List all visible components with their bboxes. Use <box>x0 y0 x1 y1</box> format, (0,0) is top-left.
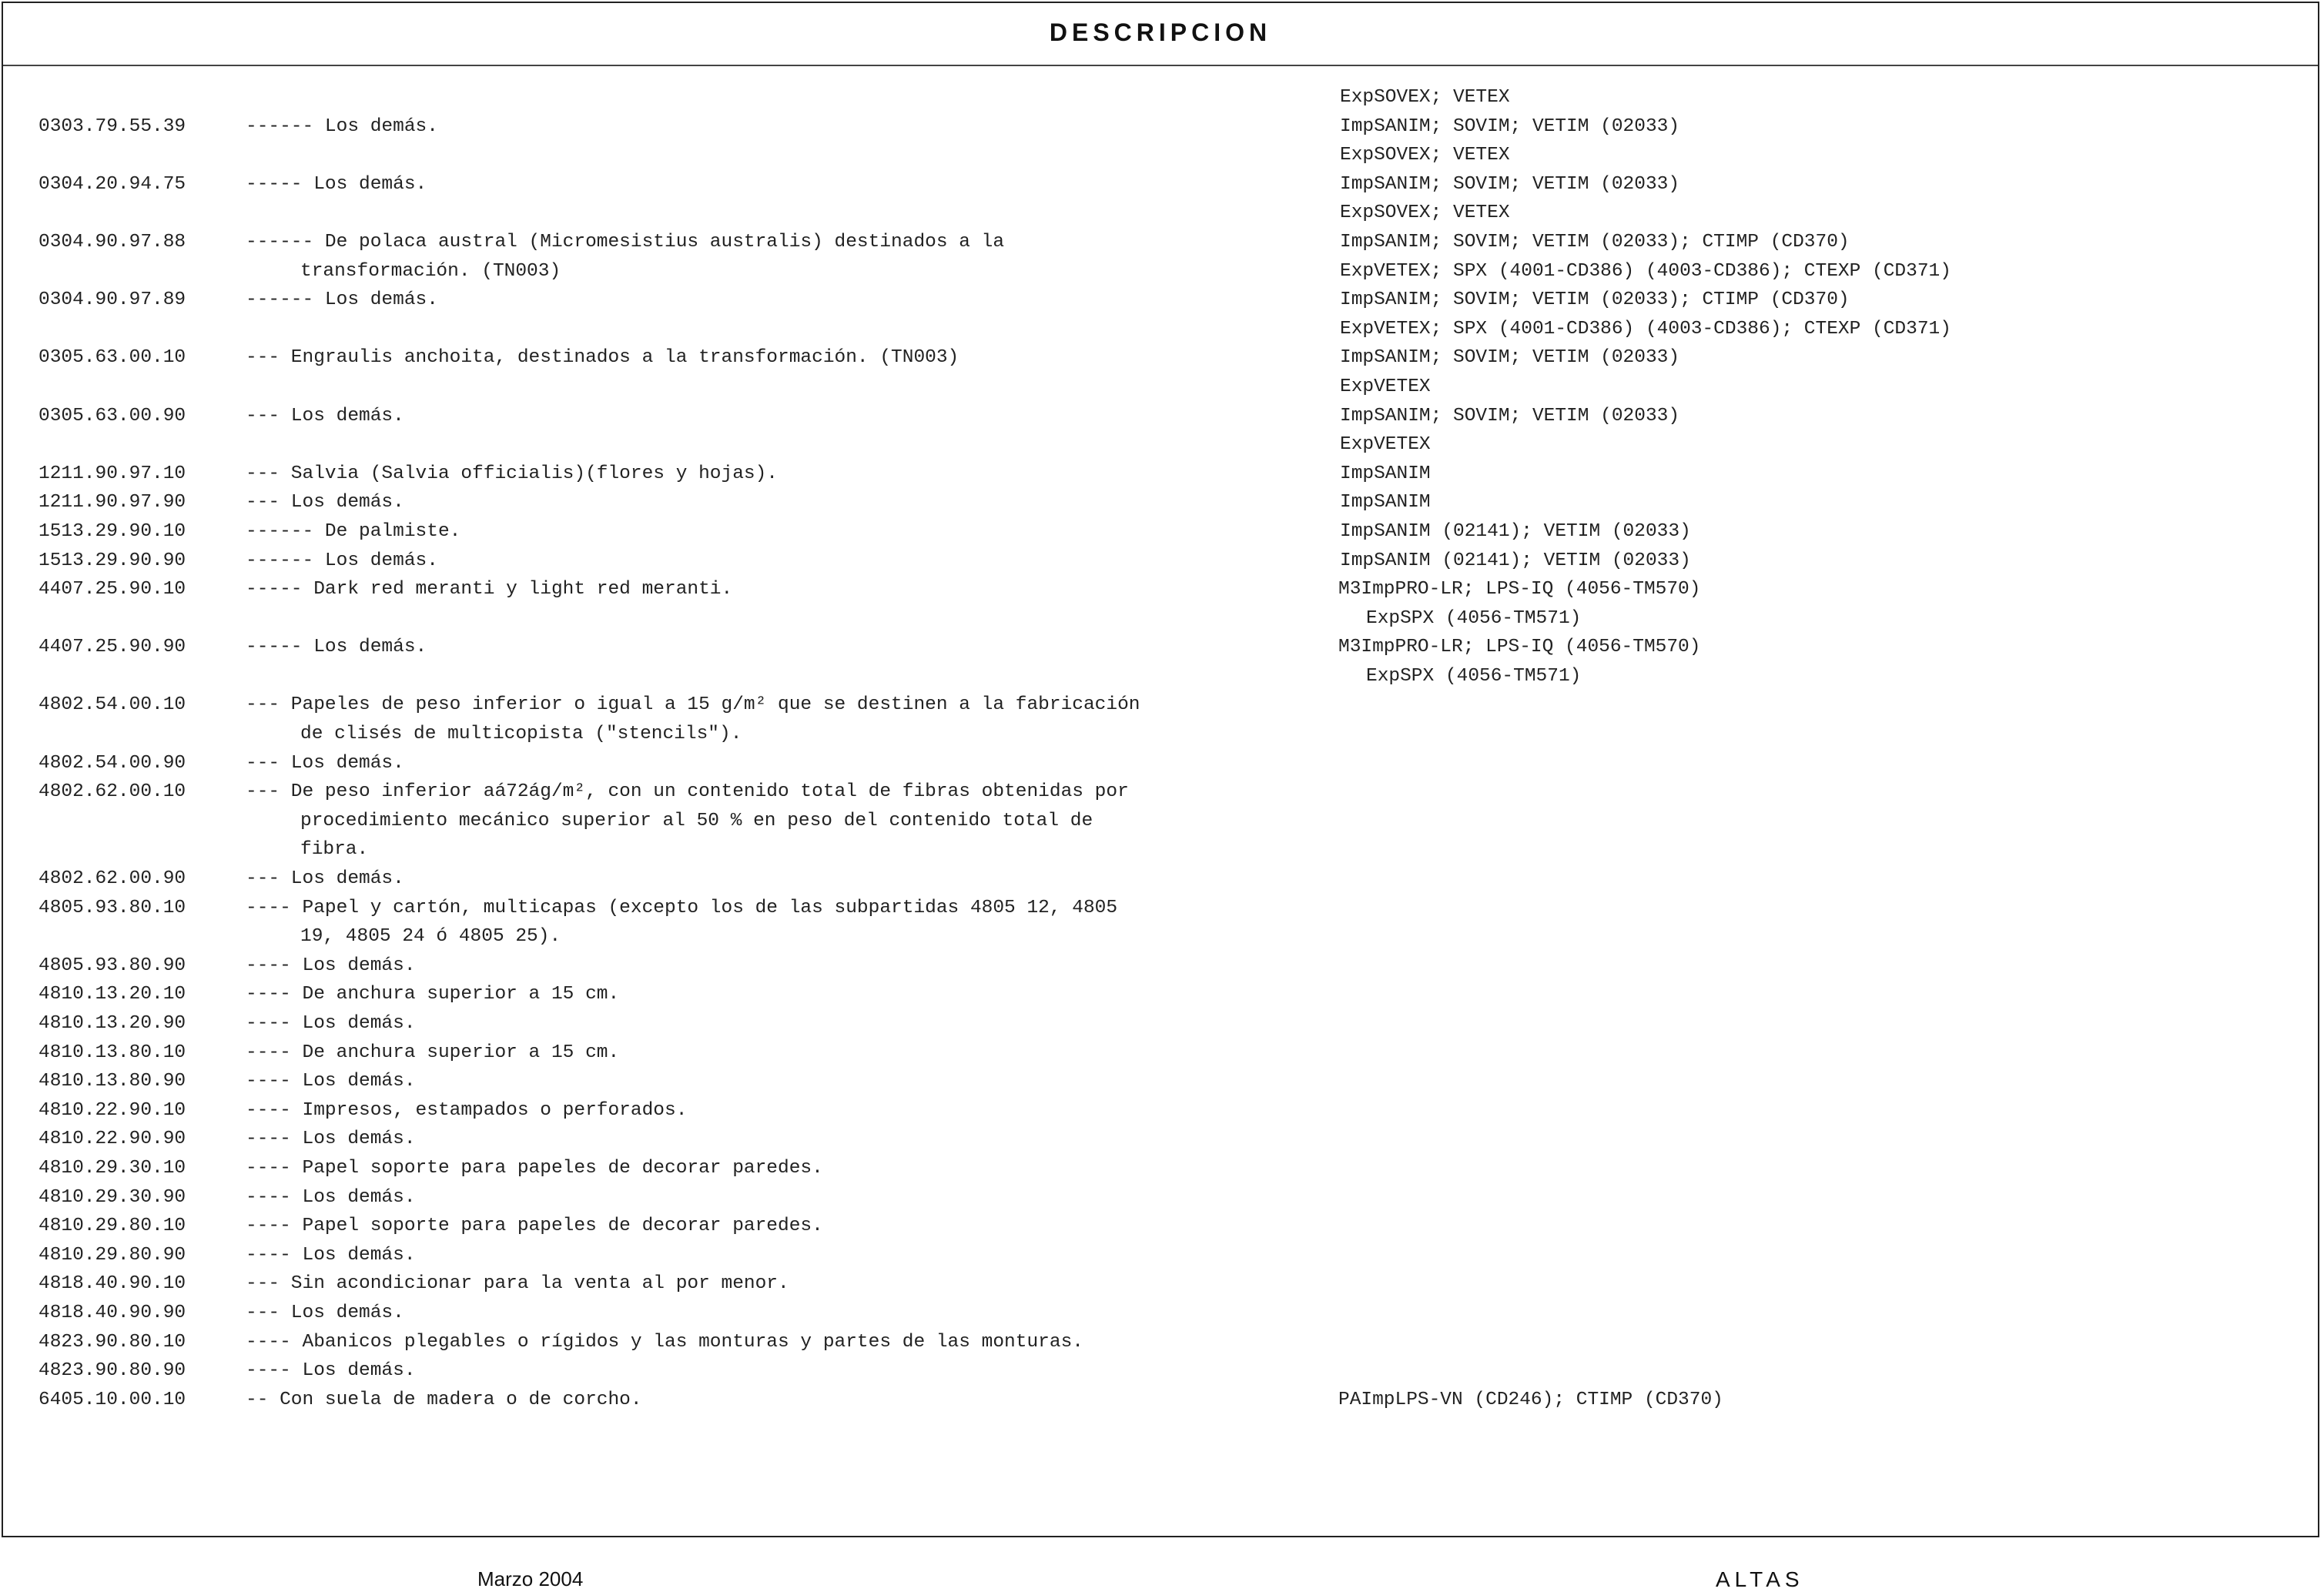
description-line: --- De peso inferior aá72ág/m², con un contenido total de fibras obtenidas por <box>246 781 1129 803</box>
control-indicator: ImpSANIM (02141); VETIM (02033) <box>1340 550 1691 571</box>
control-indicator: ExpSOVEX; VETEX <box>1340 202 1510 224</box>
table-row <box>3 488 2318 517</box>
control-indicator: ImpPRO-LR; LPS-IQ (4056-TM570) <box>1361 637 1701 658</box>
description-line: ---- Abanicos plegables o rígidos y las monturas y partes de las monturas. <box>246 1331 1083 1353</box>
control-indicator: ImpSANIM; SOVIM; VETIM (02033) <box>1340 115 1680 137</box>
tariff-code: 4407.25.90.90 <box>39 637 186 658</box>
description-line: ---- Los demás. <box>246 1360 416 1382</box>
description-line: ---- Papel y cartón, multicapas (excepto los de las subpartidas 4805 12, 4805 <box>246 897 1118 918</box>
tariff-code: 4810.29.30.90 <box>39 1186 186 1208</box>
tariff-code: 4810.13.80.10 <box>39 1042 186 1063</box>
description-line: ---- Impresos, estampados o perforados. <box>246 1099 688 1121</box>
table-row <box>3 1009 2318 1038</box>
description-continuation: procedimiento mecánico superior al 50 % en peso del contenido total de <box>300 810 1093 831</box>
tariff-code: 4810.13.80.90 <box>39 1071 186 1092</box>
description-line: --- Los demás. <box>246 752 404 774</box>
tariff-code: 1513.29.90.90 <box>39 550 186 571</box>
table-row <box>3 575 2318 633</box>
document-sheet <box>2 2 2319 1537</box>
page-title: DESCRIPCION <box>1049 18 1272 46</box>
tariff-code: 4810.13.20.10 <box>39 984 186 1005</box>
table-row <box>3 1269 2318 1299</box>
description-line: ------ Los demás. <box>246 115 438 137</box>
table-row <box>3 402 2318 460</box>
control-indicator: ImpSANIM; SOVIM; VETIM (02033) <box>1340 173 1680 195</box>
description-line: ---- Los demás. <box>246 1071 416 1092</box>
tariff-code: 4810.29.30.10 <box>39 1157 186 1179</box>
description-continuation: de clisés de multicopista ("stencils"). <box>300 724 742 745</box>
table-row <box>3 980 2318 1009</box>
table-row <box>3 894 2318 952</box>
description-line: ------ De polaca austral (Micromesistius australis) destinados a la <box>246 231 1005 253</box>
table-row <box>3 547 2318 576</box>
description-line: --- Sin acondicionar para la venta al por menor. <box>246 1273 789 1295</box>
tariff-code: 4810.22.90.10 <box>39 1099 186 1121</box>
table-row <box>3 1096 2318 1125</box>
table-row <box>3 633 2318 691</box>
tariff-code: 0305.63.00.90 <box>39 405 186 426</box>
description-line: ---- De anchura superior a 15 cm. <box>246 984 620 1005</box>
description-line: --- Papeles de peso inferior o igual a 15 g/m² que se destinen a la fabricación <box>246 694 1140 716</box>
footer-date: Marzo 2004 <box>477 1567 584 1590</box>
unit-of-measure: M3 <box>1338 579 1361 600</box>
description-line: --- Los demás. <box>246 492 404 513</box>
table-row <box>3 1386 2318 1415</box>
description-line: ----- Los demás. <box>246 637 427 658</box>
control-indicator: ImpLPS-VN (CD246); CTIMP (CD370) <box>1361 1389 1723 1410</box>
table-row <box>3 691 2318 748</box>
table-row <box>3 112 2318 170</box>
table-row <box>3 1154 2318 1183</box>
tariff-code: 1513.29.90.10 <box>39 520 186 542</box>
control-indicator: ExpSPX (4056-TM571) <box>1366 665 1582 687</box>
tariff-code: 4810.29.80.10 <box>39 1216 186 1237</box>
description-continuation: transformación. (TN003) <box>300 260 561 282</box>
table-row <box>3 286 2318 343</box>
tariff-code: 4810.22.90.90 <box>39 1129 186 1150</box>
table-row <box>3 83 2318 112</box>
tariff-code: 4810.13.20.90 <box>39 1013 186 1035</box>
title-divider <box>3 65 2318 66</box>
unit-of-measure: M3 <box>1338 637 1361 658</box>
description-line: ------ De palmiste. <box>246 520 461 542</box>
control-indicator: ImpSANIM <box>1340 463 1431 484</box>
tariff-code: 4823.90.80.90 <box>39 1360 186 1382</box>
table-row <box>3 778 2318 865</box>
tariff-code: 0304.90.97.89 <box>39 289 186 311</box>
control-indicator: ExpSPX (4056-TM571) <box>1366 607 1582 629</box>
table-row <box>3 1241 2318 1270</box>
description-line: ---- Los demás. <box>246 955 416 976</box>
table-row <box>3 170 2318 228</box>
control-indicator: ExpVETEX <box>1340 434 1431 456</box>
control-indicator: ImpSANIM; SOVIM; VETIM (02033); CTIMP (CD370) <box>1340 289 1850 311</box>
description-line: ---- Los demás. <box>246 1013 416 1035</box>
table-row <box>3 1299 2318 1328</box>
table-row <box>3 1356 2318 1386</box>
control-indicator: ImpSANIM (02141); VETIM (02033) <box>1340 520 1691 542</box>
description-continuation: 19, 4805 24 ó 4805 25). <box>300 926 561 948</box>
tariff-code: 4805.93.80.10 <box>39 897 186 918</box>
tariff-code: 4823.90.80.10 <box>39 1331 186 1353</box>
tariff-code: 4805.93.80.90 <box>39 955 186 976</box>
description-line: ----- Los demás. <box>246 173 427 195</box>
table-row <box>3 1328 2318 1357</box>
table-row <box>3 343 2318 401</box>
description-line: --- Engraulis anchoita, destinados a la transformación. (TN003) <box>246 347 959 369</box>
description-line: --- Los demás. <box>246 868 404 890</box>
description-line: ---- Los demás. <box>246 1186 416 1208</box>
description-line: ---- Los demás. <box>246 1244 416 1266</box>
unit-of-measure: PA <box>1338 1389 1361 1410</box>
description-line: ------ Los demás. <box>246 289 438 311</box>
control-indicator: ImpSANIM; SOVIM; VETIM (02033); CTIMP (CD370) <box>1340 231 1850 253</box>
description-line: ---- Papel soporte para papeles de decorar paredes. <box>246 1157 823 1179</box>
table-row <box>3 1183 2318 1212</box>
control-indicator: ImpSANIM; SOVIM; VETIM (02033) <box>1340 347 1680 369</box>
control-indicator: ExpSOVEX; VETEX <box>1340 145 1510 166</box>
description-line: ------ Los demás. <box>246 550 438 571</box>
table-row <box>3 228 2318 286</box>
tariff-code: 4818.40.90.10 <box>39 1273 186 1295</box>
table-row <box>3 952 2318 981</box>
table-row <box>3 460 2318 489</box>
control-indicator: ExpVETEX <box>1340 376 1431 397</box>
tariff-code: 1211.90.97.90 <box>39 492 186 513</box>
control-indicator: ExpSOVEX; VETEX <box>1340 87 1510 108</box>
tariff-code: 0305.63.00.10 <box>39 347 186 369</box>
description-continuation: fibra. <box>300 839 369 861</box>
table-row <box>3 1067 2318 1096</box>
tariff-code: 4802.62.00.90 <box>39 868 186 890</box>
tariff-code: 4407.25.90.10 <box>39 579 186 600</box>
table-row <box>3 749 2318 778</box>
table-row <box>3 865 2318 894</box>
table-row <box>3 1212 2318 1241</box>
tariff-code: 0304.20.94.75 <box>39 173 186 195</box>
tariff-code: 4818.40.90.90 <box>39 1302 186 1323</box>
description-line: ---- De anchura superior a 15 cm. <box>246 1042 620 1063</box>
tariff-table <box>3 83 2318 1414</box>
footer-section-label: ALTAS <box>1716 1567 1804 1591</box>
description-line: ----- Dark red meranti y light red meranti. <box>246 579 733 600</box>
tariff-code: 0303.79.55.39 <box>39 115 186 137</box>
control-indicator: ExpVETEX; SPX (4001-CD386) (4003-CD386); CTEXP (CD371) <box>1340 318 1951 339</box>
control-indicator: ExpVETEX; SPX (4001-CD386) (4003-CD386); CTEXP (CD371) <box>1340 260 1951 282</box>
description-line: -- Con suela de madera o de corcho. <box>246 1389 642 1410</box>
control-indicator: ImpPRO-LR; LPS-IQ (4056-TM570) <box>1361 579 1701 600</box>
tariff-code: 1211.90.97.10 <box>39 463 186 484</box>
description-line: ---- Papel soporte para papeles de decorar paredes. <box>246 1216 823 1237</box>
tariff-code: 4810.29.80.90 <box>39 1244 186 1266</box>
tariff-code: 4802.62.00.10 <box>39 781 186 803</box>
description-line: ---- Los demás. <box>246 1129 416 1150</box>
description-line: --- Los demás. <box>246 1302 404 1323</box>
tariff-code: 6405.10.00.10 <box>39 1389 186 1410</box>
tariff-code: 4802.54.00.90 <box>39 752 186 774</box>
control-indicator: ImpSANIM; SOVIM; VETIM (02033) <box>1340 405 1680 426</box>
tariff-code: 4802.54.00.10 <box>39 694 186 716</box>
description-line: --- Los demás. <box>246 405 404 426</box>
description-line: --- Salvia (Salvia officialis)(flores y hojas). <box>246 463 779 484</box>
table-row <box>3 517 2318 547</box>
control-indicator: ImpSANIM <box>1340 492 1431 513</box>
table-row <box>3 1125 2318 1154</box>
tariff-code: 0304.90.97.88 <box>39 231 186 253</box>
table-row <box>3 1038 2318 1068</box>
